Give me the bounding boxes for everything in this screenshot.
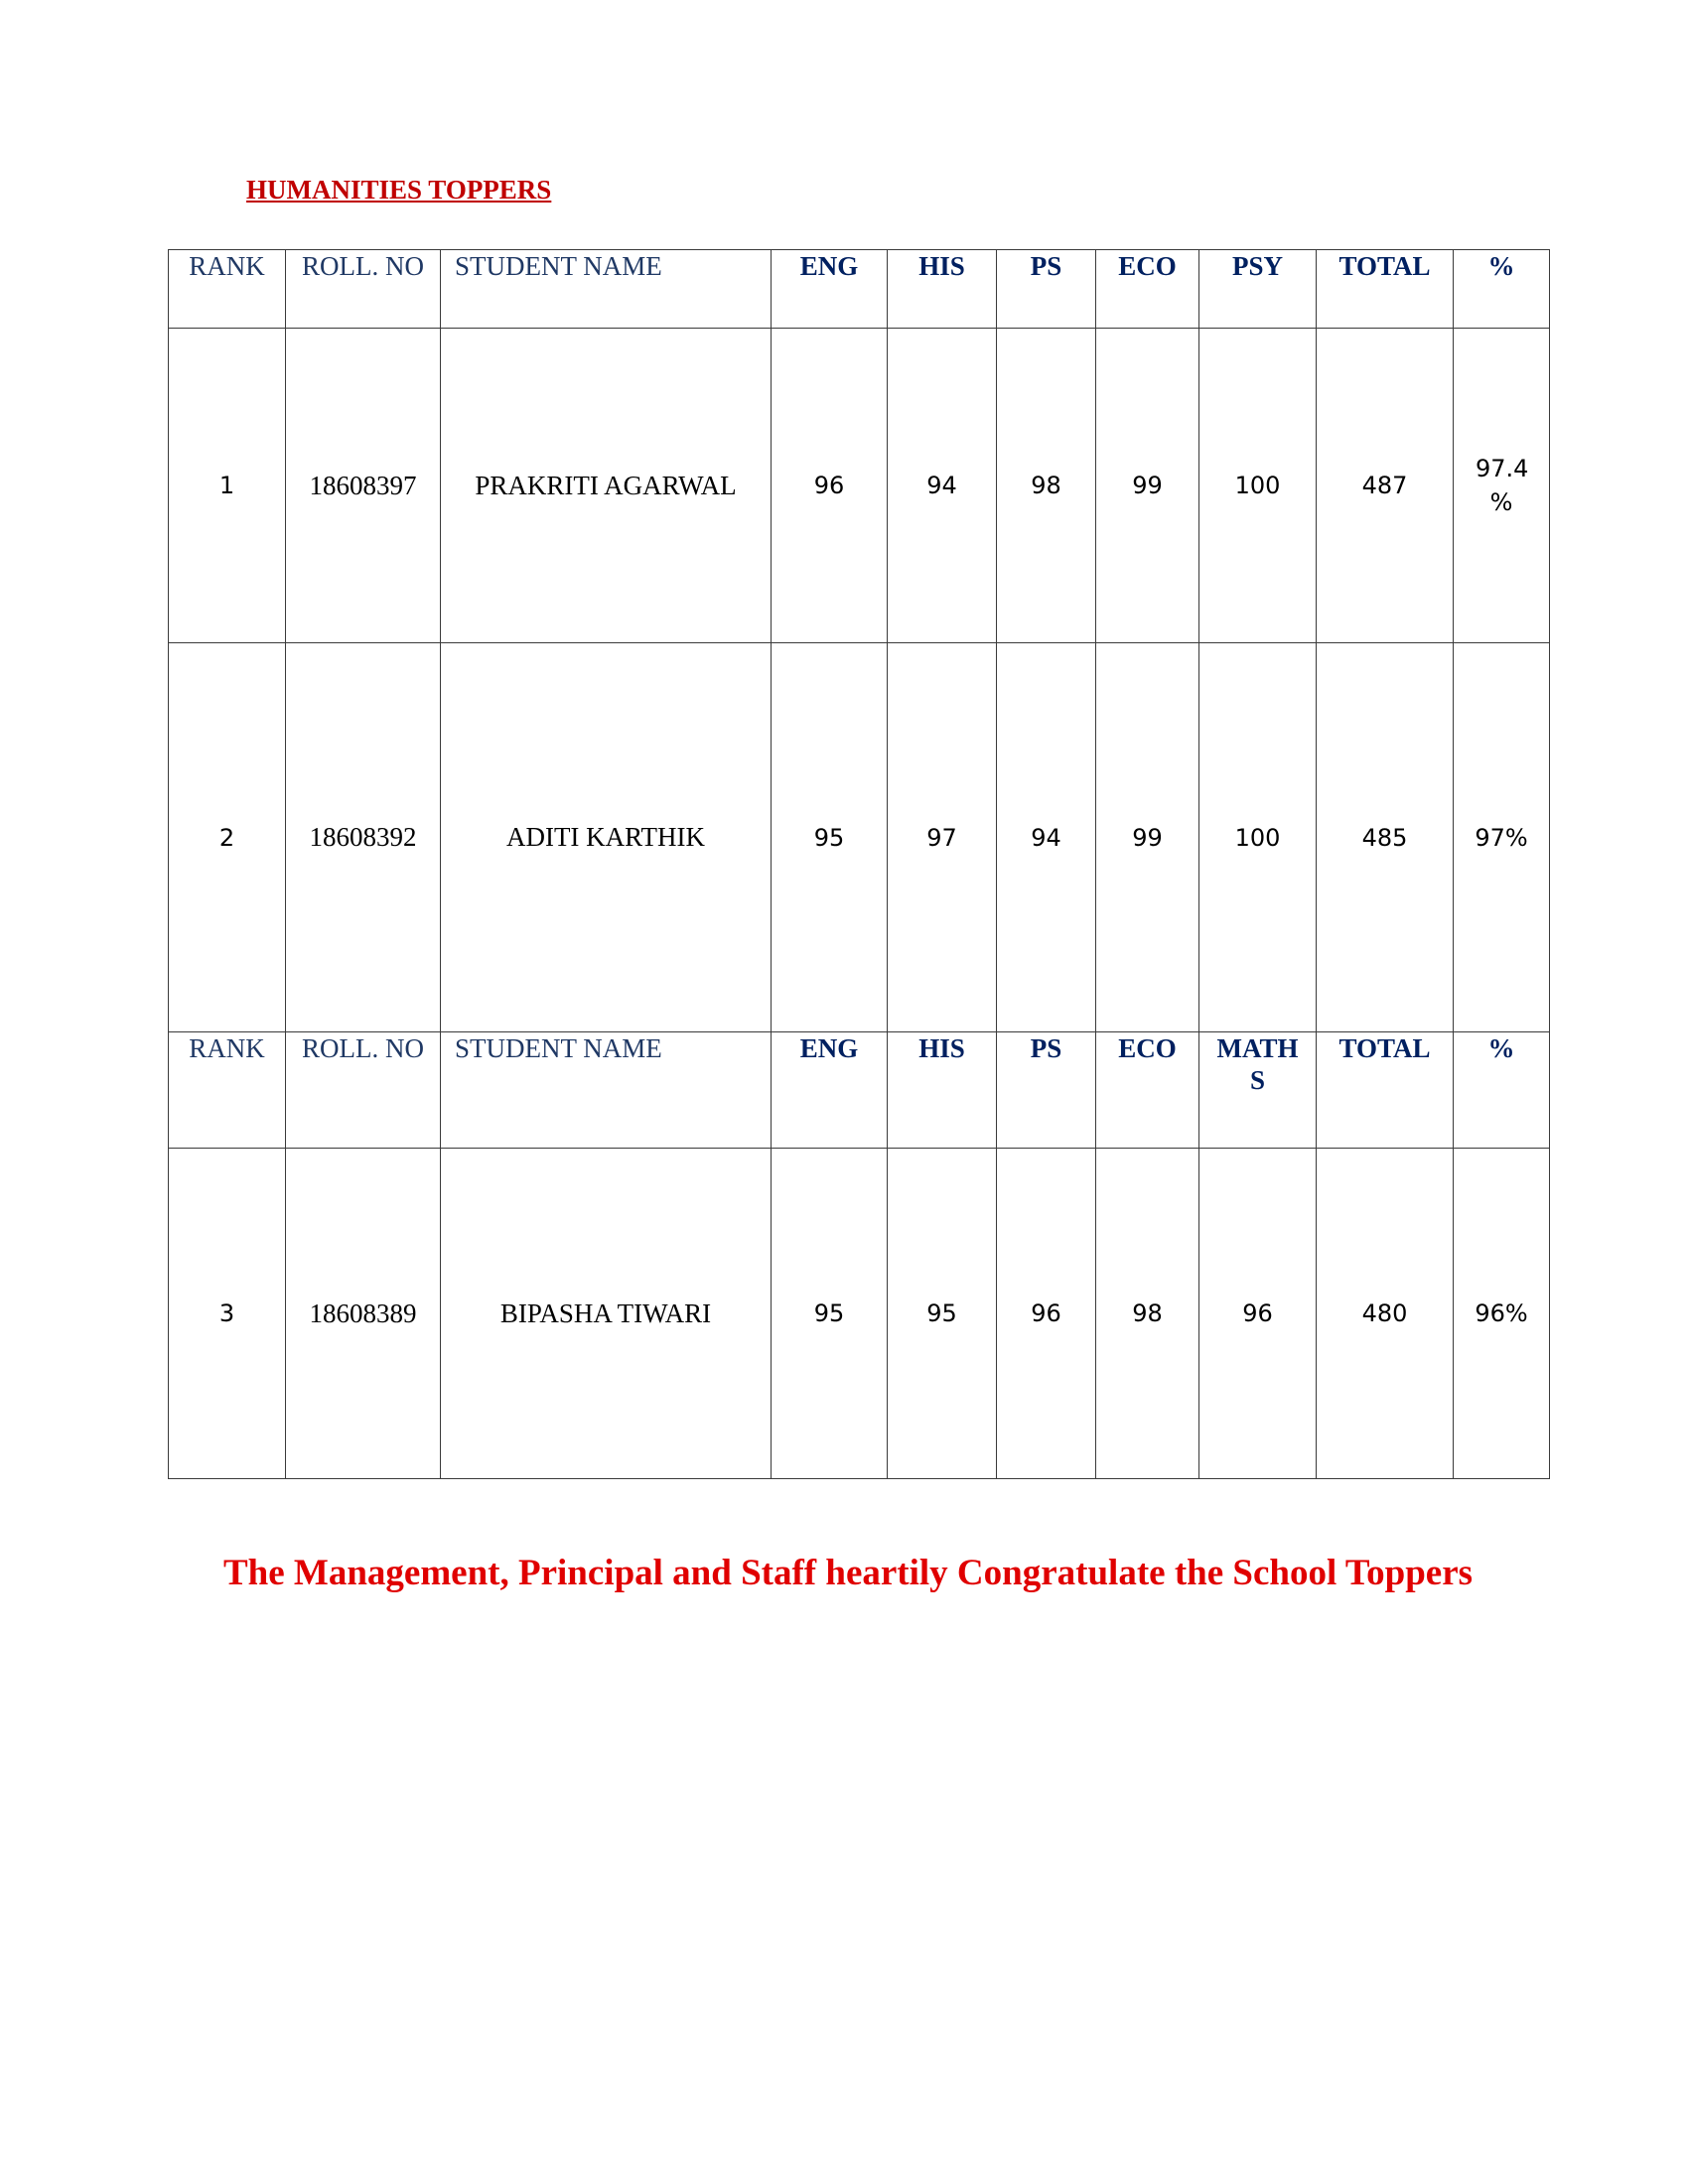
header-row [169,250,1550,329]
roll-no-cell: 18608392 [286,643,441,1032]
his-cell: 97 [888,643,997,1032]
ps-cell: 96 [997,1149,1096,1479]
table-row [169,643,1550,1032]
maths-cell: 96 [1199,1149,1317,1479]
total-cell: 487 [1317,329,1454,643]
page-title: HUMANITIES TOPPERS [246,175,552,205]
header-percent: % [1454,250,1550,329]
his-cell: 94 [888,329,997,643]
eng-cell: 95 [772,643,888,1032]
eng-cell: 96 [772,329,888,643]
psy-cell: 100 [1199,643,1317,1032]
student-name-cell: PRAKRITI AGARWAL [441,329,772,643]
header-rank: RANK [169,1032,286,1149]
header-total: TOTAL [1317,1032,1454,1149]
header-student-name: STUDENT NAME [441,1032,772,1149]
roll-no-cell: 18608389 [286,1149,441,1479]
header-percent: % [1454,1032,1550,1149]
eng-cell: 95 [772,1149,888,1479]
header-eng: ENG [772,250,888,329]
student-name-cell: BIPASHA TIWARI [441,1149,772,1479]
header-eco: ECO [1096,250,1199,329]
toppers-table [168,249,1550,1479]
congratulations-message: The Management, Principal and Staff heartily Congratulate the School Toppers [223,1553,1474,1593]
header-row [169,1032,1550,1149]
rank-cell: 2 [169,643,286,1032]
header-maths: MATHS [1199,1032,1317,1149]
eco-cell: 98 [1096,1149,1199,1479]
table-row [169,329,1550,643]
ps-cell: 98 [997,329,1096,643]
header-roll-no: ROLL. NO [286,250,441,329]
rank-cell: 1 [169,329,286,643]
percent-cell: 97% [1454,643,1550,1032]
his-cell: 95 [888,1149,997,1479]
header-ps: PS [997,250,1096,329]
header-his: HIS [888,250,997,329]
student-name-cell: ADITI KARTHIK [441,643,772,1032]
percent-cell: 97.4 % [1454,329,1550,643]
psy-cell: 100 [1199,329,1317,643]
table-row [169,1149,1550,1479]
total-cell: 480 [1317,1149,1454,1479]
header-his: HIS [888,1032,997,1149]
header-eco: ECO [1096,1032,1199,1149]
header-ps: PS [997,1032,1096,1149]
header-eng: ENG [772,1032,888,1149]
eco-cell: 99 [1096,329,1199,643]
total-cell: 485 [1317,643,1454,1032]
header-roll-no: ROLL. NO [286,1032,441,1149]
percent-cell: 96% [1454,1149,1550,1479]
roll-no-cell: 18608397 [286,329,441,643]
header-total: TOTAL [1317,250,1454,329]
eco-cell: 99 [1096,643,1199,1032]
ps-cell: 94 [997,643,1096,1032]
rank-cell: 3 [169,1149,286,1479]
header-rank: RANK [169,250,286,329]
header-psy: PSY [1199,250,1317,329]
header-student-name: STUDENT NAME [441,250,772,329]
